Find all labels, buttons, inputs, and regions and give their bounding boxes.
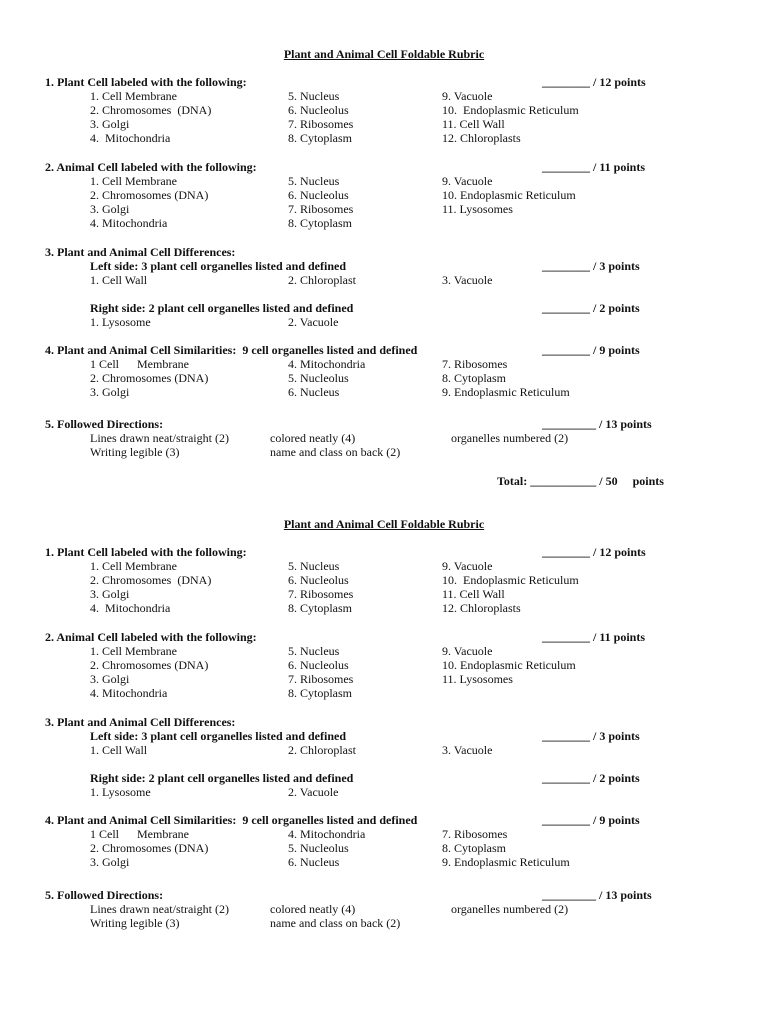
list-item: colored neatly (4) — [270, 431, 356, 445]
list-item: 3. Vacuole — [442, 273, 493, 287]
list-item: 9. Vacuole — [442, 89, 493, 103]
list-item: 12. Chloroplasts — [442, 131, 521, 145]
list-item: 8. Cytoplasm — [442, 371, 507, 385]
list-item: 1. Cell Membrane — [90, 644, 177, 658]
list-item: 1. Cell Membrane — [90, 89, 177, 103]
section-differences-heading-row — [0, 715, 768, 730]
list-item: 6. Nucleolus — [288, 188, 349, 202]
list-item: 1. Lysosome — [90, 315, 151, 329]
section-heading: 2. Animal Cell labeled with the following: — [45, 160, 257, 174]
score-blank: ________ / 3 points — [542, 259, 640, 273]
section-heading: 3. Plant and Animal Cell Differences: — [45, 715, 236, 729]
section-heading: 2. Animal Cell labeled with the following: — [45, 630, 257, 644]
list-item: name and class on back (2) — [270, 445, 401, 459]
list-row — [0, 601, 768, 616]
list-item: Writing legible (3) — [90, 916, 180, 930]
list-item: organelles numbered (2) — [451, 902, 569, 916]
subsection-label: Right side: 2 plant cell organelles listed and defined — [90, 771, 354, 785]
rubric-title: Plant and Animal Cell Foldable Rubric — [283, 517, 485, 531]
list-item: 11. Cell Wall — [442, 587, 505, 601]
list-item: 4. Mitochondria — [288, 827, 366, 841]
list-row — [0, 89, 768, 104]
list-item: 8. Cytoplasm — [288, 131, 353, 145]
list-item: 3. Golgi — [90, 587, 130, 601]
list-item: Lines drawn neat/straight (2) — [90, 431, 229, 445]
score-blank: _________ / 13 points — [542, 417, 652, 431]
list-row — [0, 658, 768, 673]
list-item: 3. Golgi — [90, 117, 130, 131]
list-item: 7. Ribosomes — [288, 672, 354, 686]
list-item: 8. Cytoplasm — [288, 601, 353, 615]
section-plant-cell-heading-row — [0, 545, 768, 560]
list-item: 5. Nucleus — [288, 174, 340, 188]
list-item: 5. Nucleus — [288, 559, 340, 573]
list-item: 2. Chloroplast — [288, 743, 356, 757]
list-row — [0, 174, 768, 189]
list-item: 6. Nucleolus — [288, 658, 349, 672]
list-row — [0, 785, 768, 800]
section-similarities-heading-row — [0, 343, 768, 358]
list-item: 7. Ribosomes — [288, 587, 354, 601]
list-item: 9. Vacuole — [442, 644, 493, 658]
list-row — [0, 117, 768, 132]
list-row — [0, 827, 768, 842]
score-blank: ________ / 9 points — [542, 343, 640, 357]
list-row — [0, 559, 768, 574]
list-item: 4. Mitochondria — [90, 601, 171, 615]
list-row — [0, 315, 768, 330]
list-row — [0, 672, 768, 687]
list-row — [0, 573, 768, 588]
list-row — [0, 743, 768, 758]
list-item: 1. Cell Membrane — [90, 559, 177, 573]
list-item: 2. Chromosomes (DNA) — [90, 573, 212, 587]
section-heading: 5. Followed Directions: — [45, 417, 164, 431]
score-blank: ________ / 11 points — [542, 160, 646, 174]
list-row — [0, 188, 768, 203]
list-item: 4. Mitochondria — [90, 131, 171, 145]
section-heading: 3. Plant and Animal Cell Differences: — [45, 245, 236, 259]
list-item: 1 Cell Membrane — [90, 827, 189, 841]
list-item: 11. Lysosomes — [442, 672, 513, 686]
list-item: 9. Endoplasmic Reticulum — [442, 855, 570, 869]
section-plant-cell-heading-row — [0, 75, 768, 90]
list-item: 5. Nucleus — [288, 644, 340, 658]
total-score: Total: ___________ / 50 points — [497, 474, 664, 488]
list-item: 2. Chloroplast — [288, 273, 356, 287]
list-item: 9. Vacuole — [442, 174, 493, 188]
subsection-row — [0, 259, 768, 274]
list-item: 10. Endoplasmic Reticulum — [442, 188, 576, 202]
section-directions-heading-row — [0, 888, 768, 903]
list-item: Writing legible (3) — [90, 445, 180, 459]
list-item: 1. Cell Wall — [90, 743, 148, 757]
list-item: 8. Cytoplasm — [288, 216, 353, 230]
list-row — [0, 357, 768, 372]
section-heading: 4. Plant and Animal Cell Similarities: 9 cell organelles listed and defined — [45, 343, 418, 357]
list-item: 6. Nucleolus — [288, 573, 349, 587]
list-item: 11. Cell Wall — [442, 117, 505, 131]
score-blank: ________ / 2 points — [542, 301, 640, 315]
list-item: 11. Lysosomes — [442, 202, 513, 216]
list-item: 10. Endoplasmic Reticulum — [442, 658, 576, 672]
list-item: 9. Endoplasmic Reticulum — [442, 385, 570, 399]
score-blank: _________ / 13 points — [542, 888, 652, 902]
subsection-row — [0, 771, 768, 786]
subsection-row — [0, 729, 768, 744]
list-item: 2. Chromosomes (DNA) — [90, 103, 212, 117]
list-item: 7. Ribosomes — [288, 117, 354, 131]
list-item: 7. Ribosomes — [442, 827, 508, 841]
list-item: 1 Cell Membrane — [90, 357, 189, 371]
list-item: 5. Nucleolus — [288, 841, 349, 855]
list-item: 4. Mitochondria — [90, 216, 168, 230]
list-item: 3. Golgi — [90, 202, 130, 216]
list-item: 5. Nucleus — [288, 89, 340, 103]
list-item: 4. Mitochondria — [288, 357, 366, 371]
section-animal-cell-heading-row — [0, 160, 768, 175]
list-item: 1. Cell Membrane — [90, 174, 177, 188]
section-similarities-heading-row — [0, 813, 768, 828]
list-item: 6. Nucleolus — [288, 103, 349, 117]
list-row — [0, 103, 768, 118]
list-item: 7. Ribosomes — [288, 202, 354, 216]
section-heading: 1. Plant Cell labeled with the following: — [45, 75, 247, 89]
section-heading: 5. Followed Directions: — [45, 888, 164, 902]
list-item: 2. Chromosomes (DNA) — [90, 841, 209, 855]
list-item: name and class on back (2) — [270, 916, 401, 930]
list-item: 9. Vacuole — [442, 559, 493, 573]
list-item: organelles numbered (2) — [451, 431, 569, 445]
list-item: 3. Vacuole — [442, 743, 493, 757]
list-item: 1. Cell Wall — [90, 273, 148, 287]
list-row — [0, 216, 768, 231]
subsection-label: Left side: 3 plant cell organelles listed and defined — [90, 729, 346, 743]
list-item: 4. Mitochondria — [90, 686, 168, 700]
section-differences-heading-row — [0, 245, 768, 260]
list-row — [0, 371, 768, 386]
list-item: 12. Chloroplasts — [442, 601, 521, 615]
section-heading: 4. Plant and Animal Cell Similarities: 9 cell organelles listed and defined — [45, 813, 418, 827]
subsection-label: Left side: 3 plant cell organelles listed and defined — [90, 259, 346, 273]
list-item: 2. Vacuole — [288, 785, 339, 799]
list-item: 5. Nucleolus — [288, 371, 349, 385]
total-row — [0, 474, 768, 489]
score-blank: ________ / 2 points — [542, 771, 640, 785]
list-row — [0, 385, 768, 400]
list-item: 6. Nucleus — [288, 855, 340, 869]
score-blank: ________ / 9 points — [542, 813, 640, 827]
score-blank: ________ / 3 points — [542, 729, 640, 743]
list-row — [0, 131, 768, 146]
list-item: 6. Nucleus — [288, 385, 340, 399]
list-item: 8. Cytoplasm — [288, 686, 353, 700]
list-item: 8. Cytoplasm — [442, 841, 507, 855]
score-blank: ________ / 11 points — [542, 630, 646, 644]
rubric-title: Plant and Animal Cell Foldable Rubric — [283, 47, 485, 61]
list-row — [0, 855, 768, 870]
list-item: 10. Endoplasmic Reticulum — [442, 573, 579, 587]
list-item: 10. Endoplasmic Reticulum — [442, 103, 579, 117]
list-row — [0, 841, 768, 856]
score-blank: ________ / 12 points — [542, 545, 646, 559]
list-item: 7. Ribosomes — [442, 357, 508, 371]
list-item: 2. Chromosomes (DNA) — [90, 658, 209, 672]
list-item: 3. Golgi — [90, 855, 130, 869]
subsection-label: Right side: 2 plant cell organelles listed and defined — [90, 301, 354, 315]
list-item: colored neatly (4) — [270, 902, 356, 916]
list-row — [0, 273, 768, 288]
list-row — [0, 445, 768, 460]
subsection-row — [0, 301, 768, 316]
list-item: 1. Lysosome — [90, 785, 151, 799]
list-row — [0, 587, 768, 602]
section-animal-cell-heading-row — [0, 630, 768, 645]
list-item: 2. Chromosomes (DNA) — [90, 188, 209, 202]
list-item: 3. Golgi — [90, 385, 130, 399]
list-item: 3. Golgi — [90, 672, 130, 686]
list-row — [0, 202, 768, 217]
score-blank: ________ / 12 points — [542, 75, 646, 89]
list-item: 2. Vacuole — [288, 315, 339, 329]
section-directions-heading-row — [0, 417, 768, 432]
section-heading: 1. Plant Cell labeled with the following: — [45, 545, 247, 559]
list-item: 2. Chromosomes (DNA) — [90, 371, 209, 385]
list-row — [0, 902, 768, 917]
list-row — [0, 644, 768, 659]
list-item: Lines drawn neat/straight (2) — [90, 902, 229, 916]
list-row — [0, 686, 768, 701]
list-row — [0, 431, 768, 446]
list-row — [0, 916, 768, 931]
